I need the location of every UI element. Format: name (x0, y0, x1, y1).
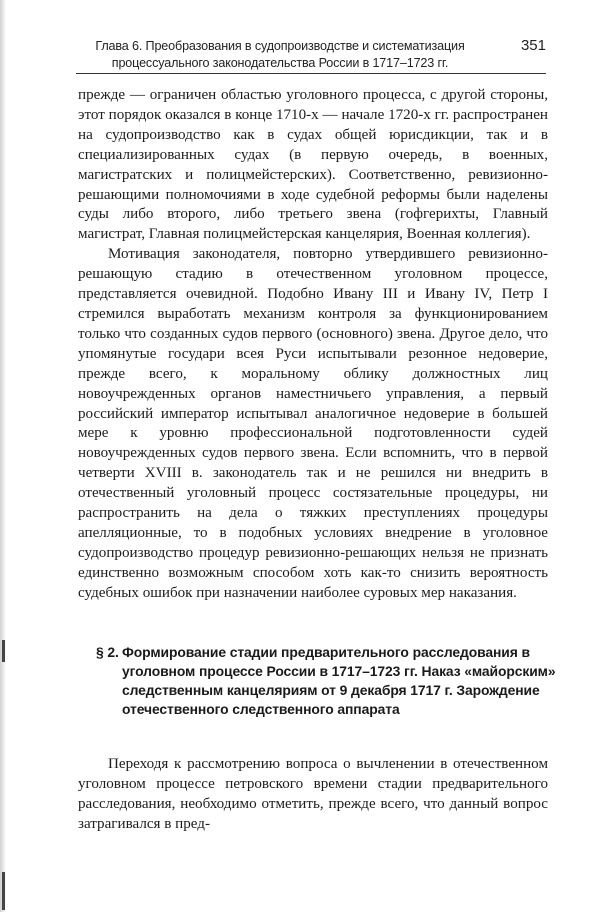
section-text (78, 755, 548, 835)
header-divider (76, 73, 546, 74)
header-title-line2: процессуального законодательства России в 1717–1723 гг. (111, 56, 449, 70)
running-header (76, 38, 546, 84)
header-title-line1: Глава 6. Преобразования в судопроизводстве и систематизация (95, 39, 465, 53)
paragraph: Переходя к рассмотрению вопроса о вычленении в отечественном уголовном процессе петровского времени стадии предварительного расследования, необходимо отметить, прежде всего, что данный вопрос затрагивался в пред- (78, 756, 548, 832)
section-title: Формирование стадии предварительного расследования в уголовном процессе России в 1717–1723 гг. Наказ «майорским» следственным канцеляриям от 9 декабря 1717 г. Зарождение отечественного следственного аппарата (122, 644, 556, 717)
running-header-title (76, 38, 484, 72)
paragraph: Мотивация законодателя, повторно утвердившего ревизионно-решающую стадию в отечественном уголовном процессе, представляется очевидной. Подобно Ивану III и Ивану IV, Петр I стремился выработать механизм контроля за функционированием только что созданных судов первого (основного) звена. Другое дело, что упомянутые государи всея Руси испытывали резонное недоверие, прежде всего, к моральному облику должностных лиц новоучрежденных органов наместничьего управления, а первый российский император испытывал аналогичное недоверие в большей мере к уровню профессиональной подготовленности судей новоучрежденных судов первого звена. Если вспомнить, что в первой четверти XVIII в. законодатель так и не решился ни внедрить в отечественный уголовный процесс состязательные процедуры, ни распространить на дела о тяжких преступлениях процедуры апелляционные, то в подобных условиях внедрение в уголовное судопроизводство процедур ревизионно-решающих нельзя не признать единственно возможным способом хоть как-то снизить вероятность судебных ошибок при назначении наиболее суровых мер наказания. (78, 246, 548, 601)
main-text (78, 86, 548, 604)
scan-edge-shadow (0, 0, 6, 912)
page-number: 351 (520, 37, 546, 54)
paragraph: прежде — ограничен областью уголовного процесса, с другой стороны, этот порядок оказался в конце 1710-х — начале 1720-х гг. распространен на судопроизводство как в судах общей юрисдикции, так и в специализированных судах (в первую очередь, в военных, магистратских и полицмейстерских). Соответственно, ревизионно-решающими полномочиями в ходе судебной реформы были наделены суды либо второго, либо третьего звена (гофгерихты, Главный магистрат, Главная полицмейстерская канцелярия, Военная коллегия). (78, 87, 548, 243)
scan-margin-mark (2, 872, 5, 910)
section-number: § 2. (96, 644, 119, 660)
section-heading (96, 643, 562, 719)
scan-margin-mark (2, 640, 5, 662)
